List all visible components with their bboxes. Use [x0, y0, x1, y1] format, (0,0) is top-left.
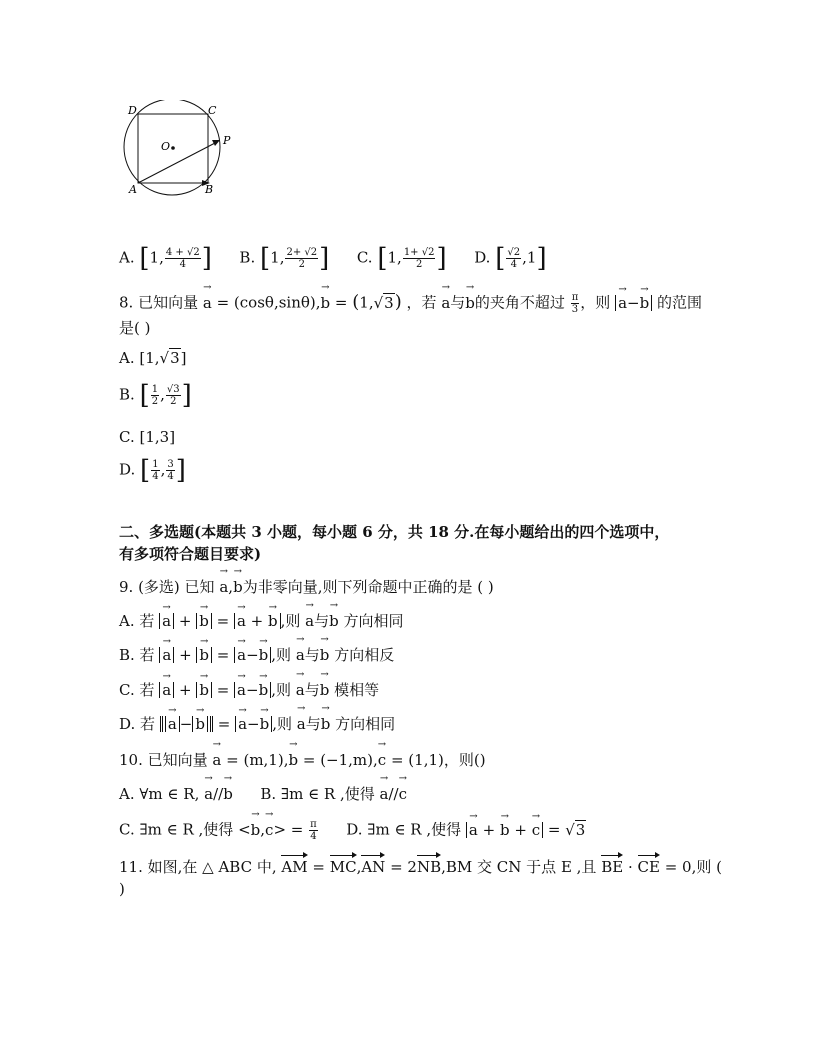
q11-stem-line2: ) — [119, 880, 125, 898]
q9-stem-b: 为非零向量,则下列命题中正确的是 ( ) — [242, 578, 494, 596]
q7-b-num: 2+ √2 — [286, 247, 318, 258]
center-point — [171, 146, 175, 150]
q8-suffix: 的范围 — [656, 293, 702, 312]
q8-stem: 8. 已知向量 → a = (cosθ,sinθ),→ b = (1,√3) ，若 → a与→ b的夹角不超过 $\frac{\pi}{3}$ ，则 → a−→ b 的范围 — [119, 292, 702, 315]
q9-b-label: B. 若 — [119, 646, 155, 664]
q9-c-label: C. 若 — [119, 681, 155, 699]
section2-heading-line2: 有多项符合题目要求) — [119, 545, 262, 563]
q8-mid4: ，则 — [580, 293, 611, 312]
q8-option-a: A. [1,√3] — [119, 349, 187, 367]
q9-c-yu: 与 — [304, 681, 320, 699]
q8-b-d2: 2 — [170, 396, 177, 407]
q8-option-b: B. [ $\frac{1}{2}$ , $\frac{√3}{2}$ ] — [119, 380, 192, 411]
q10-stem-b: ，则() — [443, 751, 486, 769]
q9-option-c: C. 若 → a + → b = → a−→ b ,则 → a与→ b 模相等 — [119, 680, 379, 700]
q8-mid1: 若 — [421, 293, 437, 312]
q7-option-c-label: C. — [356, 248, 373, 267]
q9-a-tail: ,则 — [280, 612, 301, 630]
q9-a-yu: 与 — [314, 612, 330, 630]
section2-heading-line1: 二、多选题(本题共 3 小题，每小题 6 分，共 18 分.在每小题给出的四个选项中， — [119, 523, 670, 541]
q8-prefix: 8. 已知向量 — [119, 293, 199, 312]
q9-stem-a: 9. (多选) 已知 — [119, 578, 215, 596]
q8-option-d: D. [ $\frac{1}{4}$ , $\frac{3}{4}$ ] — [119, 455, 186, 486]
q9-stem: 9. (多选) 已知 → a,→ b为非零向量,则下列命题中正确的是 ( ) — [119, 577, 494, 597]
q10-stem: 10. 已知向量 → a = (m,1),→ b = (−1,m),→ c = (1,1)，则() — [119, 750, 486, 770]
q7-c-den: 2 — [415, 259, 423, 270]
q9-c-end: 模相等 — [334, 681, 380, 699]
q8-option-a-label: A. — [119, 349, 135, 367]
q9-c-tail: ,则 — [271, 681, 291, 699]
label-d: D — [128, 104, 137, 117]
q8-mid2: 与 — [450, 293, 466, 312]
q7-option-d-label: D. — [474, 248, 491, 267]
q8-pi-den: 3 — [571, 304, 579, 315]
label-o: O — [161, 140, 171, 153]
q10-options-cd: C. ∃m ∈ R ,使得 <→ b,→ c> = $\frac{\pi}{4}$ D. ∃m ∈ R ,使得 → a + → b + → c = √3 — [119, 819, 586, 842]
q8-d-n2: 3 — [167, 459, 174, 470]
q10-b-label: B. ∃m ∈ R ,使得 — [260, 785, 375, 803]
q9-option-d: D. 若 → a −→ b = → a−→ b ,则 → a与→ b 方向相同 — [119, 714, 395, 734]
label-b: B — [205, 183, 214, 196]
vector-ap — [138, 143, 215, 183]
q10-c-frac-den: 4 — [310, 831, 317, 842]
q7-d-den: 4 — [510, 259, 517, 270]
q8-b-d1: 2 — [151, 396, 159, 407]
q8-option-c-label: C. — [119, 428, 135, 446]
q10-stem-a: 10. 已知向量 — [119, 751, 208, 769]
q9-d-yu: 与 — [305, 715, 321, 733]
q8-stem-line2: 是( ) — [119, 319, 151, 337]
label-p: P — [223, 134, 231, 147]
q11-stem-c: ,则 ( — [691, 858, 722, 876]
q9-option-b: B. 若 → a + → b = → a−→ b ,则 → a与→ b 方向相反 — [119, 645, 394, 665]
q9-option-a: A. 若 → a + → b = → a + → b ,则 → a与→ b 方向相同 — [119, 611, 404, 631]
q9-d-tail: ,则 — [272, 715, 292, 733]
q10-options-ab: A. ∀m ∈ R, → a//→ b B. ∃m ∈ R ,使得 → a//→ c — [119, 784, 407, 804]
q7-b-den: 2 — [298, 259, 305, 270]
q7-a-num: 4 + √2 — [165, 247, 200, 258]
arrow-p — [212, 140, 220, 146]
q9-d-label: D. 若 — [119, 715, 156, 733]
q8-option-c — [119, 427, 175, 447]
q8-b-n1: 1 — [151, 384, 159, 395]
q8-b-n2: √3 — [166, 384, 180, 395]
q8-option-b-label: B. — [119, 385, 135, 404]
q11-stem-a: 11. 如图,在 △ ABC 中, — [119, 858, 277, 876]
q7-option-b-label: B. — [239, 248, 256, 267]
q8-d-d1: 4 — [152, 471, 159, 482]
q10-c-label: C. ∃m ∈ R ,使得 — [119, 820, 234, 839]
q8-option-d-label: D. — [119, 460, 136, 479]
label-c: C — [208, 104, 217, 117]
q9-a-label: A. 若 — [119, 612, 155, 630]
q8-option-c-value: [1,3] — [139, 428, 176, 446]
q9-b-end: 方向相反 — [334, 646, 395, 664]
q8-pi-num: π — [571, 292, 579, 303]
geometry-figure — [118, 100, 238, 200]
q8-d-n1: 1 — [152, 459, 159, 470]
q8-d-d2: 4 — [167, 471, 174, 482]
q7-options: A. [1, $\frac{4 + √2}{4}$ ] B. [1, $\frac{2+ √2}{2}$ ] C. [1, $\frac{1+ √2}{2}$ ] D. [ $\frac{√2}{4}$ ,1] — [119, 243, 547, 274]
q7-a-den: 4 — [179, 259, 186, 270]
q10-a-label: A. ∀m ∈ R, — [119, 785, 200, 803]
q7-c-num: 1+ √2 — [403, 247, 435, 258]
q9-a-end: 方向相同 — [343, 612, 404, 630]
q11-stem: 11. 如图,在 △ ABC 中, AM = MC,AN = 2NB,BM 交 CN 于点 E ,且 BE · CE = 0,则 ( — [119, 858, 722, 876]
q10-c-frac-num: π — [310, 819, 317, 830]
q10-d-label: D. ∃m ∈ R ,使得 — [346, 820, 462, 839]
q7-d-num: √2 — [507, 247, 521, 258]
label-a: A — [129, 183, 137, 196]
q9-b-tail: ,则 — [271, 646, 292, 664]
q11-stem-b: ,BM 交 CN 于点 E ,且 — [441, 858, 597, 876]
q8-mid3: 的夹角不超过 — [474, 293, 565, 312]
q7-option-a-label: A. — [119, 248, 135, 267]
q9-d-end: 方向相同 — [335, 715, 396, 733]
q9-b-yu: 与 — [304, 646, 320, 664]
